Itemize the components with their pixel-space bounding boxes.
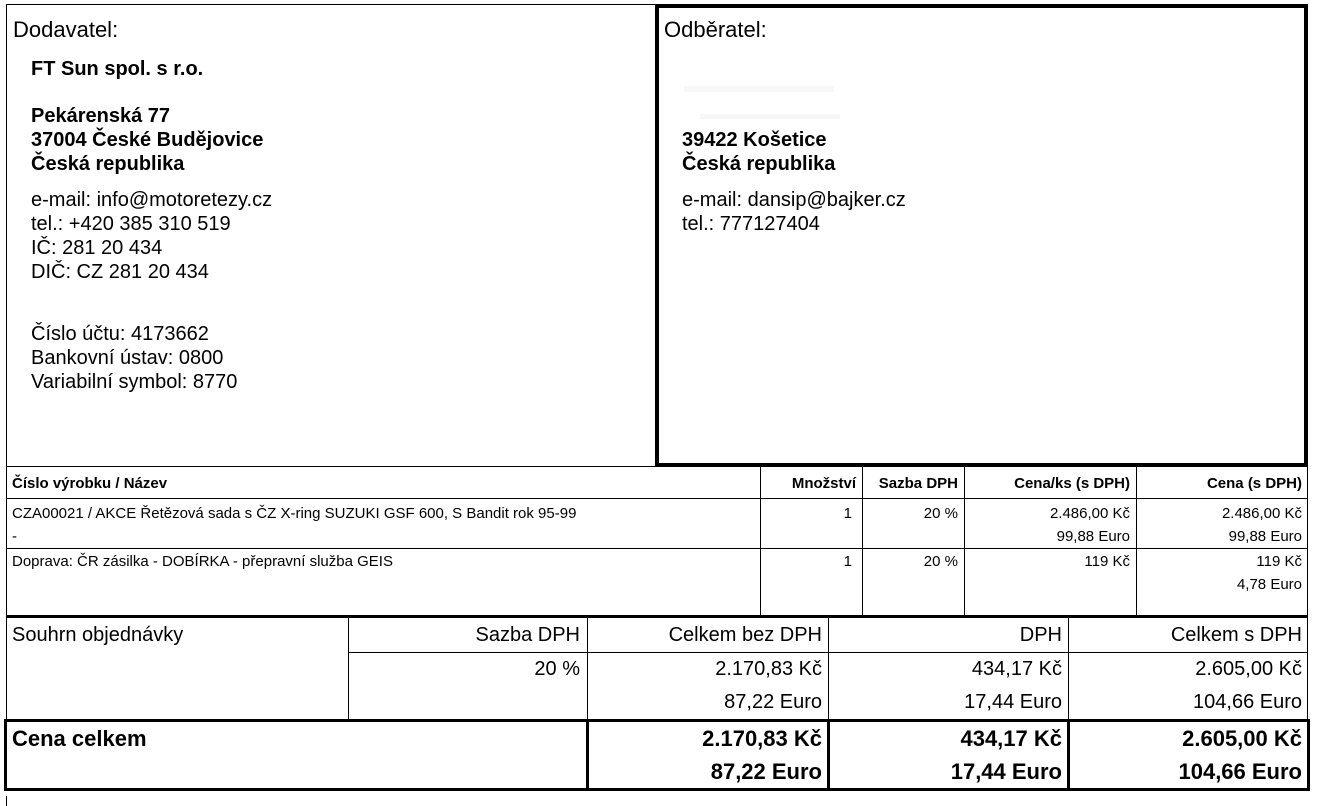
- total-without-eur: 87,22 Euro: [710, 759, 822, 784]
- row1-unit-eur: 99,88 Euro: [1056, 528, 1130, 545]
- summary-header-without-vat: Celkem bez DPH: [668, 624, 822, 646]
- summary-with-czk: 2.605,00 Kč: [1195, 658, 1302, 680]
- total-without-czk: 2.170,83 Kč: [702, 726, 822, 751]
- redacted-street: [700, 114, 840, 119]
- summary-rate: 20 %: [534, 658, 580, 680]
- row1-unit-czk: 2.486,00 Kč: [1049, 505, 1130, 522]
- summary-vat-czk: 434,17 Kč: [971, 658, 1062, 680]
- row1-price-czk: 2.486,00 Kč: [1221, 505, 1302, 522]
- row2-vat: 20 %: [923, 553, 958, 570]
- supplier-account: Číslo účtu: 4173662: [31, 323, 209, 345]
- total-with-eur: 104,66 Euro: [1178, 759, 1302, 784]
- row2-price-czk: 119 Kč: [1256, 553, 1302, 570]
- supplier-heading: Dodavatel:: [13, 17, 119, 42]
- summary-without-czk: 2.170,83 Kč: [715, 658, 822, 680]
- supplier-dic: DIČ: CZ 281 20 434: [31, 261, 209, 283]
- supplier-country: Česká republika: [31, 153, 185, 175]
- total-vat-eur: 17,44 Euro: [950, 759, 1062, 784]
- row2-name: Doprava: ČR zásilka - DOBÍRKA - přepravní služba GEIS: [12, 553, 393, 570]
- customer-country: Česká republika: [682, 153, 836, 175]
- header-product: Číslo výrobku / Název: [12, 475, 168, 492]
- total-vat-czk: 434,17 Kč: [960, 726, 1062, 751]
- row1-qty: 1: [843, 505, 852, 522]
- supplier-bank: Bankovní ústav: 0800: [31, 347, 224, 369]
- summary-vat-eur: 17,44 Euro: [964, 691, 1062, 713]
- row1-vat: 20 %: [923, 505, 958, 522]
- customer-heading: Odběratel:: [664, 17, 767, 42]
- header-unit-price: Cena/ks (s DPH): [1014, 475, 1130, 492]
- supplier-email: e-mail: info@motoretezy.cz: [31, 189, 273, 211]
- row1-name2: -: [12, 528, 17, 545]
- summary-without-eur: 87,22 Euro: [724, 691, 822, 713]
- customer-phone: tel.: 777127404: [682, 213, 820, 235]
- redacted-name: [684, 86, 834, 92]
- summary-with-eur: 104,66 Euro: [1193, 691, 1302, 713]
- header-price: Cena (s DPH): [1206, 475, 1302, 492]
- footer-edge: [6, 796, 7, 806]
- row1-price-eur: 99,88 Euro: [1228, 528, 1302, 545]
- summary-label: Souhrn objednávky: [12, 624, 184, 646]
- supplier-variable-symbol: Variabilní symbol: 8770: [31, 371, 238, 393]
- header-qty: Množství: [791, 475, 856, 492]
- supplier-street: Pekárenská 77: [31, 105, 171, 127]
- total-label: Cena celkem: [12, 726, 147, 751]
- row2-unit-czk: 119 Kč: [1084, 553, 1130, 570]
- customer-email: e-mail: dansip@bajker.cz: [682, 189, 906, 211]
- row2-price-eur: 4,78 Euro: [1236, 576, 1302, 593]
- row1-name: CZA00021 / AKCE Řetězová sada s ČZ X-ring SUZUKI GSF 600, S Bandit rok 95-99: [12, 505, 577, 522]
- summary-header-vat: DPH: [1019, 624, 1062, 646]
- supplier-phone: tel.: +420 385 310 519: [31, 213, 231, 235]
- supplier-ic: IČ: 281 20 434: [31, 237, 163, 259]
- row2-qty: 1: [843, 553, 852, 570]
- summary-header-with-vat: Celkem s DPH: [1170, 624, 1302, 646]
- summary-header-rate: Sazba DPH: [475, 624, 580, 646]
- total-with-czk: 2.605,00 Kč: [1182, 726, 1302, 751]
- supplier-city: 37004 České Budějovice: [31, 129, 264, 151]
- header-vat: Sazba DPH: [878, 475, 958, 492]
- supplier-name: FT Sun spol. s r.o.: [31, 58, 204, 80]
- customer-city: 39422 Košetice: [682, 129, 827, 151]
